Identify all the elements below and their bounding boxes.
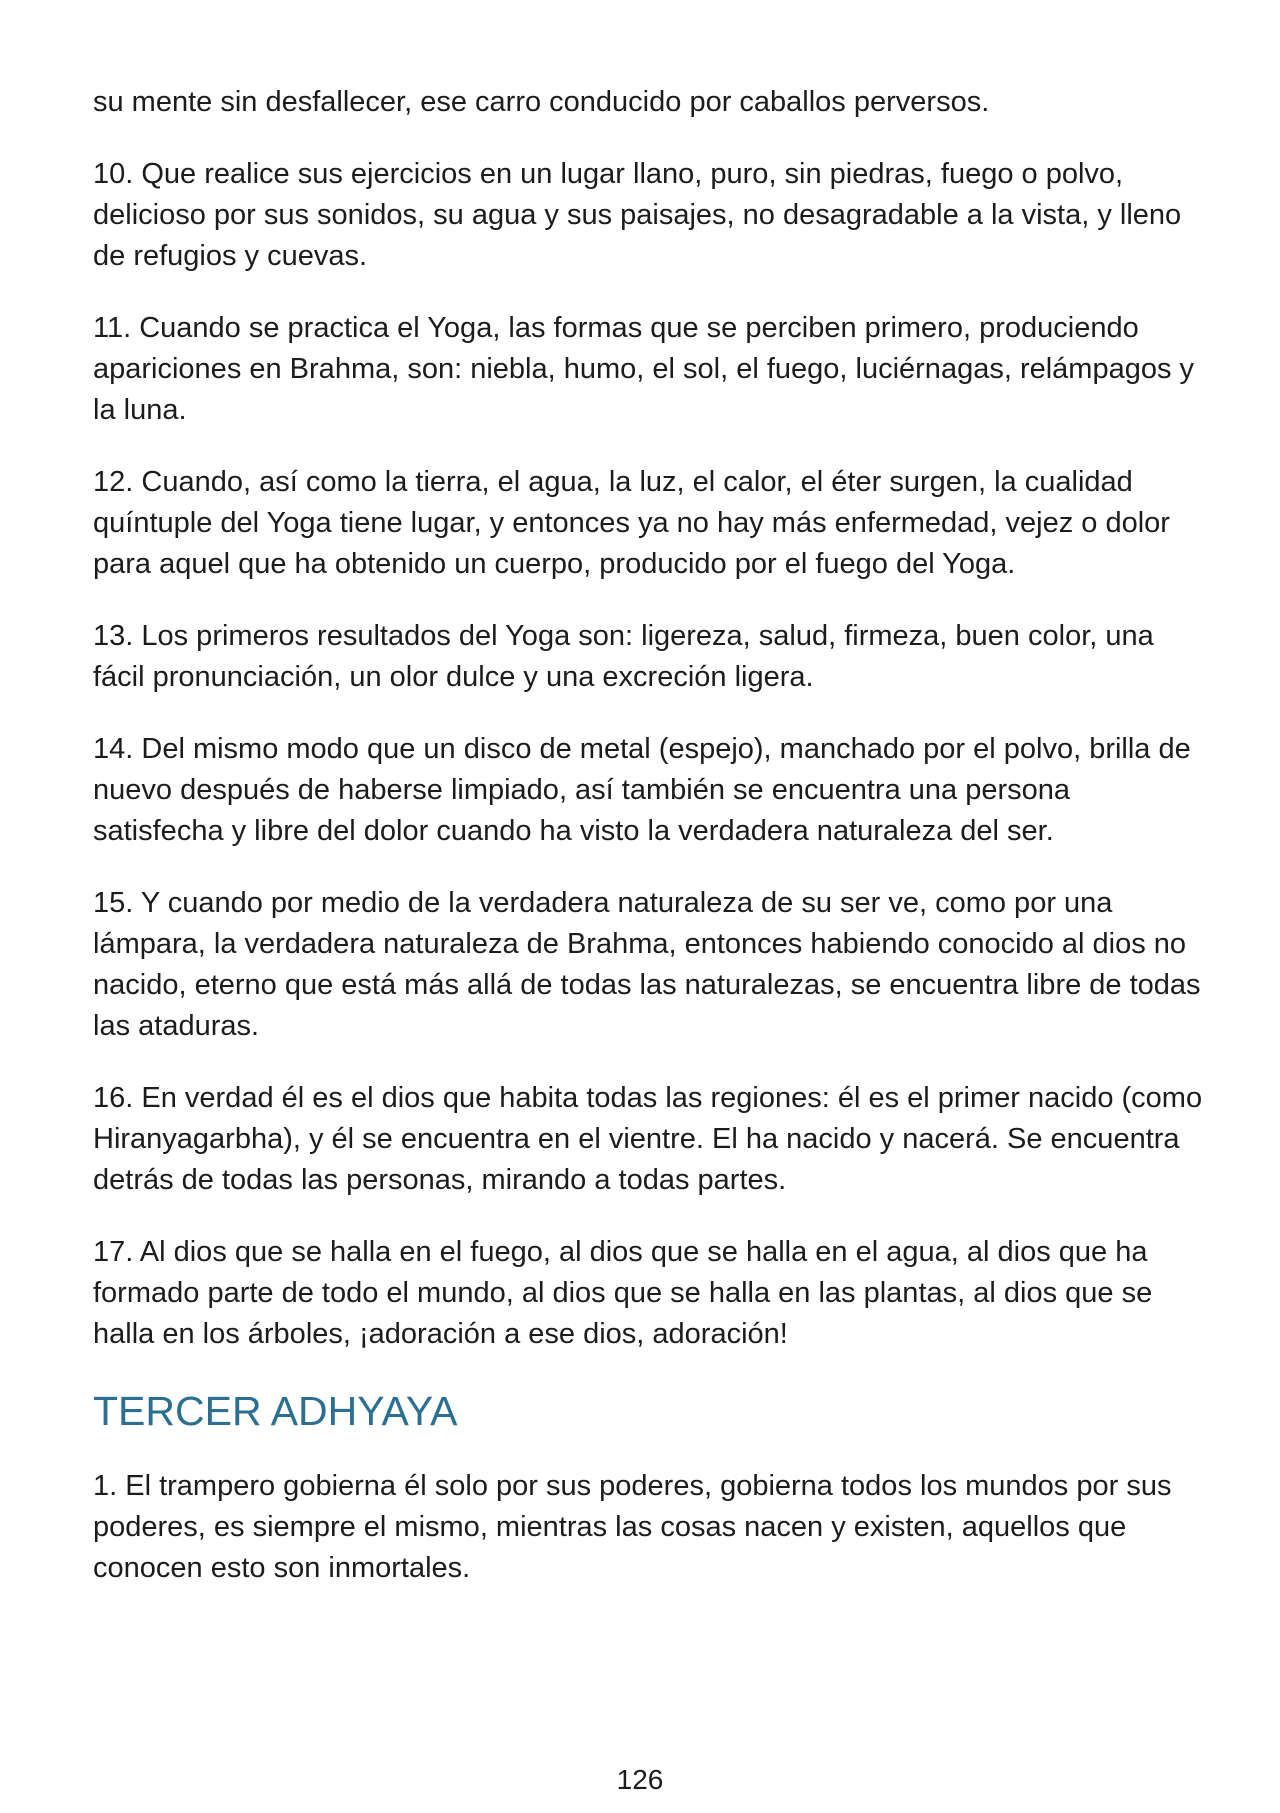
verse-10: 10. Que realice sus ejercicios en un lugar llano, puro, sin piedras, fuego o polvo, delicioso por sus sonidos, su agua y sus paisajes, no desagradable a la vista, y lleno de refugios y cuevas. bbox=[93, 158, 1182, 272]
verse-17: 17. Al dios que se halla en el fuego, al dios que se halla en el agua, al dios que ha formado parte de todo el mundo, al dios que se halla en las plantas, al dios que se halla en los árboles, ¡adoración a ese dios, adoración! bbox=[93, 1236, 1153, 1350]
verse-12: 12. Cuando, así como la tierra, el agua, la luz, el calor, el éter surgen, la cualidad quíntuple del Yoga tiene lugar, y entonces ya no hay más enfermedad, vejez o dolor para aquel que ha obtenido un cuerpo, producido por el fuego del Yoga. bbox=[93, 466, 1170, 580]
verse-14: 14. Del mismo modo que un disco de metal (espejo), manchado por el polvo, brilla de nuevo después de haberse limpiado, así también se encuentra una persona satisfecha y libre del dolor cuando ha visto la verdadera naturaleza del ser. bbox=[93, 733, 1191, 847]
page-body bbox=[93, 82, 1203, 1620]
verse-15: 15. Y cuando por medio de la verdadera naturaleza de su ser ve, como por una lámpara, la verdadera naturaleza de Brahma, entonces habiendo conocido al dios no nacido, eterno que está más allá de todas las naturalezas, se encuentra libre de todas las ataduras. bbox=[93, 887, 1201, 1042]
page-number: 126 bbox=[616, 1764, 664, 1795]
verse-11: 11. Cuando se practica el Yoga, las formas que se perciben primero, produciendo apariciones en Brahma, son: niebla, humo, el sol, el fuego, luciérnagas, relámpagos y la luna. bbox=[93, 312, 1195, 426]
verse-1: 1. El trampero gobierna él solo por sus poderes, gobierna todos los mundos por sus poderes, es siempre el mismo, mientras las cosas nacen y existen, aquellos que conocen esto son inmortales. bbox=[93, 1470, 1172, 1584]
verse-16: 16. En verdad él es el dios que habita todas las regiones: él es el primer nacido (como Hiranyagarbha), y él se encuentra en el vientre. El ha nacido y nacerá. Se encuentra detrás de todas las personas, mirando a todas partes. bbox=[93, 1082, 1203, 1196]
section-heading: TERCER ADHYAYA bbox=[93, 1388, 458, 1434]
verse-13: 13. Los primeros resultados del Yoga son: ligereza, salud, firmeza, buen color, una fácil pronunciación, un olor dulce y una excreción ligera. bbox=[93, 620, 1154, 693]
paragraph-continuation: su mente sin desfallecer, ese carro conducido por caballos perversos. bbox=[93, 86, 990, 118]
